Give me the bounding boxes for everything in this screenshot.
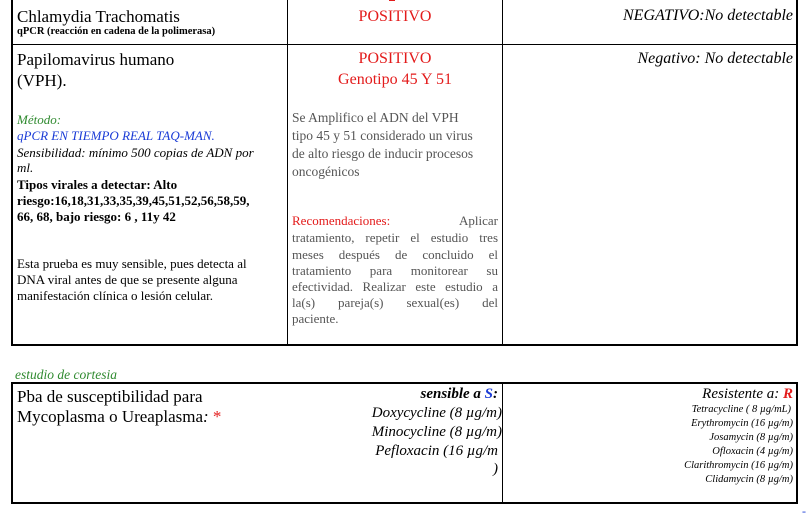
resistant-header — [702, 387, 793, 402]
method-value: qPCR EN TIEMPO REAL TAQ-MAN. — [17, 128, 215, 143]
vph-result: POSITIVO — [358, 50, 432, 67]
method-label: Método: — [17, 112, 62, 127]
resistant-drug: Tetracycline ( 8 µg/mL) — [691, 404, 791, 415]
chlamydia-reference: NEGATIVO:No detectable — [623, 7, 793, 24]
resistant-label: Resistente a: — [702, 386, 783, 402]
recommendation-line-6: la(s) pareja(s) sexual(es) del — [292, 295, 498, 310]
recommendations-label: Recomendaciones: — [292, 213, 391, 228]
table2-bottom-border — [11, 502, 798, 504]
resistant-drug: Erythromycin (16 µg/m) — [691, 418, 793, 429]
interpretation-line-3: de alto riesgo de inducir procesos — [292, 146, 474, 161]
sensitivity-note-line-1: Esta prueba es muy sensible, pues detecta al — [17, 256, 247, 271]
corner-mark: - — [802, 504, 806, 518]
resistant-drug: Josamycin (8 µg/m) — [709, 432, 793, 443]
chlamydia-result: POSITIVO — [358, 8, 432, 25]
vph-reference: Negativo: No detectable — [637, 50, 793, 67]
sensitivity-note-line-2: DNA viral antes de que se presente alguna — [17, 272, 238, 287]
resistant-letter: R — [782, 386, 793, 402]
recommendation-line-1: Aplicar — [459, 213, 498, 228]
recommendation-line-3: meses después de concluido el — [292, 247, 498, 262]
interpretation-line-2: tipo 45 y 51 considerado un virus — [292, 128, 473, 143]
resistant-drug: Ofloxacin (4 µg/m) — [712, 446, 793, 457]
sensitive-label: sensible a — [420, 386, 485, 402]
organisms-text: Mycoplasma o Ureaplasma — [17, 407, 203, 426]
vph-genotype: Genotipo 45 Y 51 — [338, 71, 452, 88]
sensitivity-line-1: Sensibilidad: mínimo 500 copias de ADN por — [17, 145, 254, 160]
organisms-colon: : — [203, 407, 209, 426]
recommendation-line-2: tratamiento, repetir el estudio tres — [292, 230, 498, 245]
table1-bottom-border — [11, 344, 798, 346]
table2-left-border — [11, 382, 13, 504]
viral-types-line-2: riesgo:16,18,31,33,35,39,45,51,52,56,58,59, — [17, 193, 250, 208]
table2-divider-1 — [502, 382, 503, 504]
recommendation-line-7: paciente. — [292, 311, 339, 326]
vph-test-name-abbr: (VPH). — [17, 71, 67, 90]
sensitive-drug: Pefloxacin (16 µg/m — [375, 443, 498, 459]
courtesy-label: estudio de cortesia — [15, 367, 117, 382]
viral-types-line-1: Tipos virales a detectar: Alto — [17, 177, 178, 192]
sensitive-colon: : — [493, 386, 498, 402]
table2-top-border — [11, 382, 798, 384]
resistant-drug: Clarithromycin (16 µg/m) — [684, 460, 793, 471]
cut-off-mark — [389, 0, 395, 1]
chlamydia-test-name: Chlamydia Trachomatis — [17, 7, 180, 26]
chlamydia-test-method: qPCR (reacción en cadena de la polimerasa) — [17, 26, 216, 37]
sensitive-drug: Doxycycline (8 µg/m) — [371, 405, 502, 421]
interpretation-line-1: Se Amplifico el ADN del VPH — [292, 110, 459, 125]
table1-row-separator — [11, 44, 798, 45]
recommendation-line-4: tratamiento para monitorear su — [292, 263, 498, 278]
asterisk-mark: * — [212, 407, 222, 426]
sensitivity-note-line-3: manifestación clínica o lesión celular. — [17, 288, 214, 303]
table1-left-border — [11, 0, 13, 346]
table1-divider-2 — [502, 0, 503, 346]
table2-right-border — [796, 382, 798, 504]
viral-types-line-3: 66, 68, bajo riesgo: 6 , 11y 42 — [17, 209, 176, 224]
sensitive-drug: Minocycline (8 µg/m) — [371, 424, 502, 440]
resistant-drug: Clidamycin (8 µg/m) — [705, 474, 793, 485]
interpretation-line-4: oncogénicos — [292, 164, 360, 179]
recommendation-line-5: efectividad. Realizar este estudio a — [292, 279, 498, 294]
susceptibility-test-name: Pba de susceptibilidad para — [17, 387, 203, 406]
sensitive-drug-close: ) — [493, 461, 498, 477]
sensitive-header — [420, 387, 498, 402]
sensitive-letter: S — [484, 386, 493, 402]
sensitivity-line-2: ml. — [17, 160, 34, 175]
vph-test-name: Papilomavirus humano — [17, 50, 175, 69]
susceptibility-test-organisms — [17, 408, 221, 425]
table1-right-border — [796, 0, 798, 346]
